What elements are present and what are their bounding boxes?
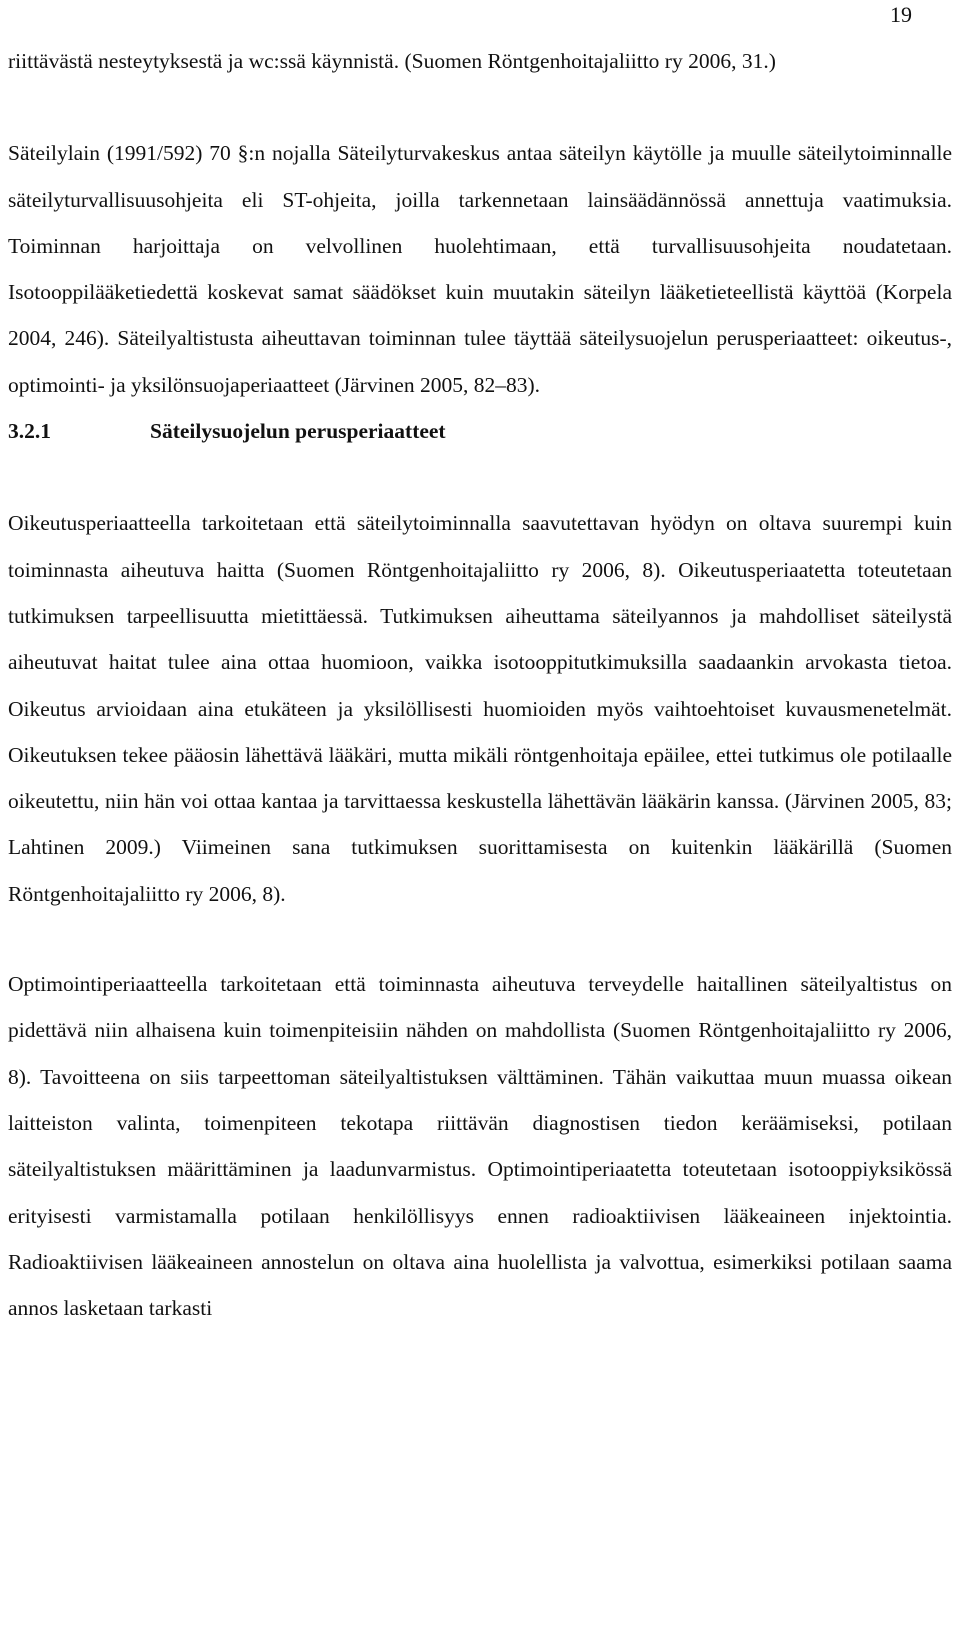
- section-heading: [8, 408, 952, 454]
- section-number: 3.2.1: [8, 419, 51, 444]
- section-title: Säteilysuojelun perusperiaatteet: [150, 419, 446, 444]
- paragraph-continuation: riittävästä nesteytyksestä ja wc:ssä käynnistä. (Suomen Röntgenhoitajaliitto ry 2006, 31.): [8, 49, 776, 73]
- paragraph-justification-principle: Oikeutusperiaatteella tarkoitetaan että säteilytoiminnalla saavutettavan hyödyn on oltava suurempi kuin toiminnasta aiheutuva haitta (Suomen Röntgenhoitajaliitto ry 2006, 8). Oikeutusperiaatetta toteutetaan tutkimuksen tarpeellisuutta mietittäessä. Tutkimuksen aiheuttama säteilyannos ja mahdolliset säteilystä aiheutuvat haitat tulee aina ottaa huomioon, vaikka isotooppitutkimuksilla saadaankin arvokasta tietoa. Oikeutus arvioidaan aina etukäteen ja yksilöllisesti huomioiden myös vaihtoehtoiset kuvausmenetelmät. Oikeutuksen tekee pääosin lähettävä lääkäri, mutta mikäli röntgenhoitaja epäilee, ettei tutkimus ole potilaalle oikeutettu, niin hän voi ottaa kantaa ja tarvittaessa keskustella lähettävän lääkärin kanssa. (Järvinen 2005, 83; Lahtinen 2009.) Viimeinen sana tutkimuksen suorittamisesta on kuitenkin lääkärillä (Suomen Röntgenhoitajaliitto ry 2006, 8).: [8, 511, 952, 906]
- paragraph-radiation-law: Säteilylain (1991/592) 70 §:n nojalla Säteilyturvakeskus antaa säteilyn käytölle ja muulle säteilytoiminnalle säteilyturvallisuusohjeita eli ST-ohjeita, joilla tarkennetaan lainsäädännössä annettuja vaatimuksia. Toiminnan harjoittaja on velvollinen huolehtimaan, että turvallisuusohjeita noudatetaan. Isotooppilääketiedettä koskevat samat säädökset kuin muutakin säteilyn lääketieteellistä käyttöä (Korpela 2004, 246). Säteilyaltistusta aiheuttavan toiminnan tulee täyttää säteilysuojelun perusperiaatteet: oikeutus-, optimointi- ja yksilönsuojaperiaatteet (Järvinen 2005, 82–83).: [8, 141, 952, 397]
- page-number: 19: [890, 2, 912, 27]
- paragraph-optimization-principle: Optimointiperiaatteella tarkoitetaan että toiminnasta aiheutuva terveydelle haitallinen säteilyaltistus on pidettävä niin alhaisena kuin toimenpiteisiin nähden on mahdollista (Suomen Röntgenhoitajaliitto ry 2006, 8). Tavoitteena on siis tarpeettoman säteilyaltistuksen välttäminen. Tähän vaikuttaa muun muassa oikean laitteiston valinta, toimenpiteen tekotapa riittävän diagnostisen tiedon keräämiseksi, potilaan säteilyaltistuksen määrittäminen ja laadunvarmistus. Optimointiperiaatetta toteutetaan isotooppiyksikössä erityisesti varmistamalla potilaan henkilöllisyys ennen radioaktiivisen lääkeaineen injektointia. Radioaktiivisen lääkeaineen annostelun on oltava aina huolellista ja valvottua, esimerkiksi potilaan saama annos lasketaan tarkasti: [8, 972, 952, 1321]
- page-content: [8, 38, 952, 1331]
